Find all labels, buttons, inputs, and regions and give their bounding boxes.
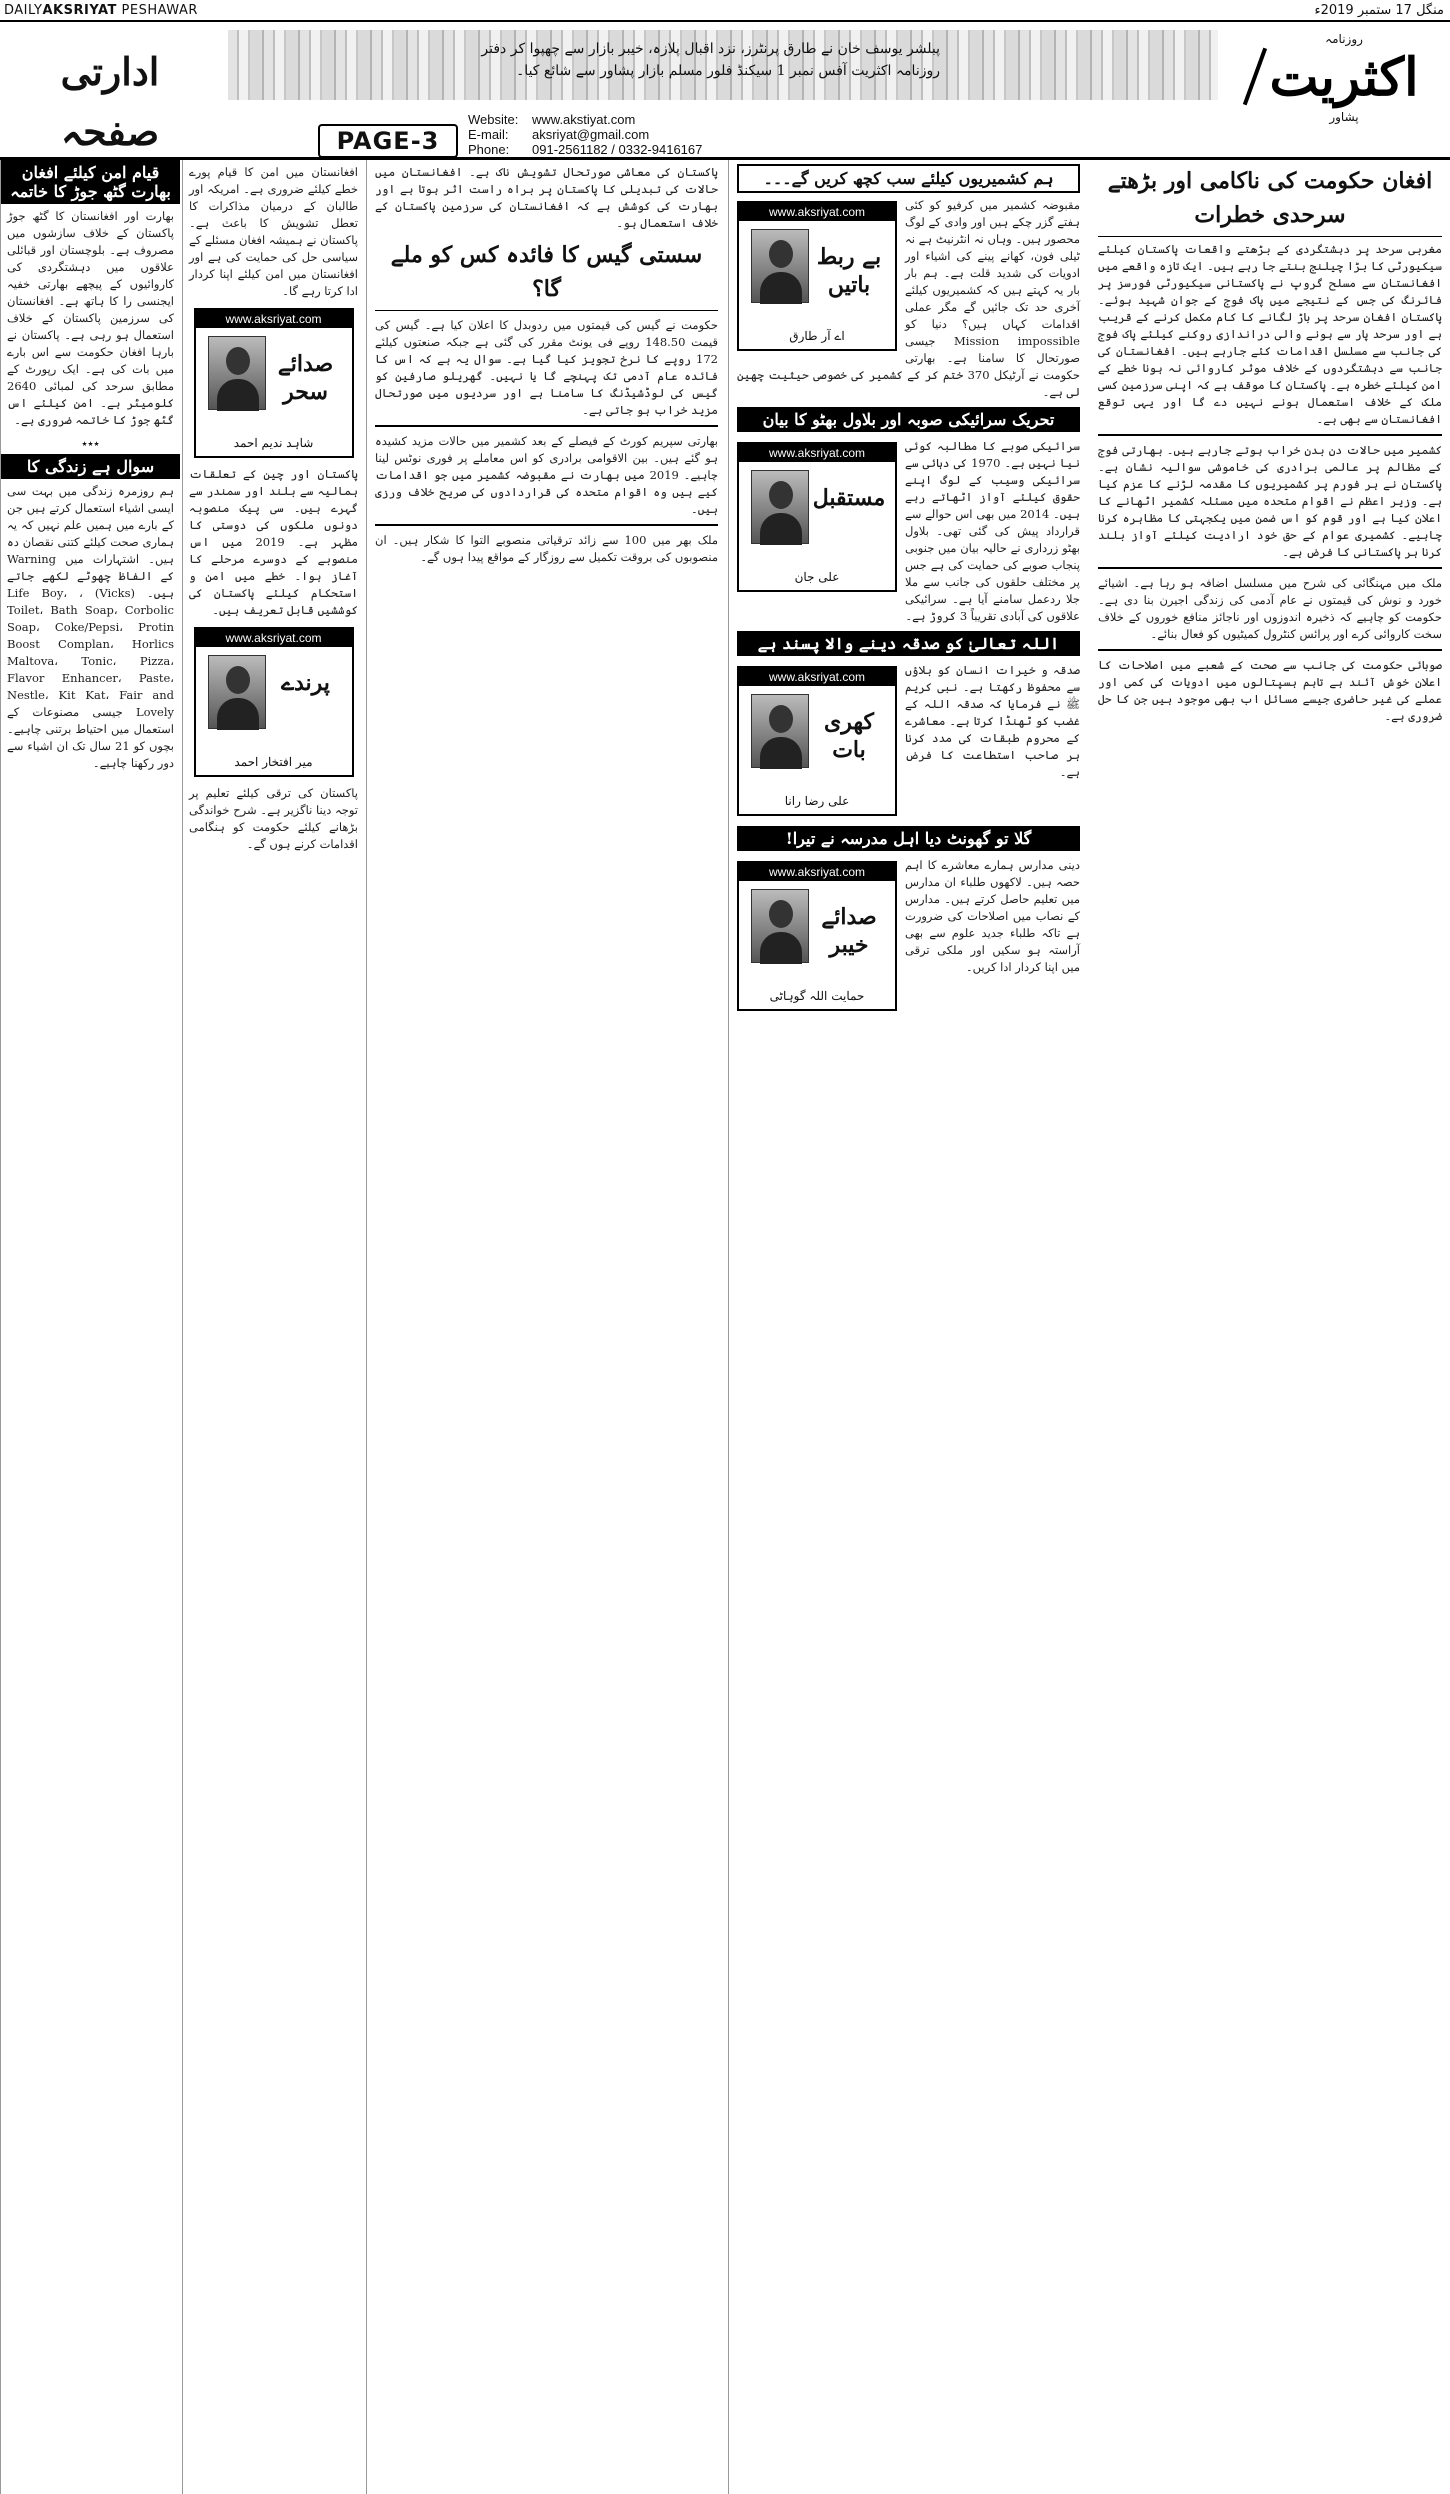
byline-khari-baat	[737, 666, 897, 816]
top-bar	[0, 0, 1450, 22]
newspaper-logo	[1244, 32, 1444, 132]
byline-mustaqbil	[737, 442, 897, 592]
column-2-tagline: ہم کشمیریوں کیلئے سب کچھ کریں گے۔۔۔	[737, 164, 1080, 193]
author-photo	[208, 336, 266, 410]
brand-city: PESHAWAR	[121, 3, 198, 18]
issue-date: منگل 17 ستمبر 2019ء	[1314, 3, 1444, 18]
divider	[1098, 434, 1442, 436]
divider	[375, 425, 718, 427]
byline-site: www.aksriyat.com	[739, 203, 895, 221]
column-1-body-1: مغربی سرحد پر دہشتگردی کے بڑھتے واقعات پاکستان کیلئے سیکیورٹی کا بڑا چیلنج بنتے جا رہے ہیں۔ ایک تازہ واقعے میں افغانستان سے مسلح گروپ نے پاکستانی سیکیورٹی فورسز پر فائرنگ کی جس کے نتیجے میں پاک فوج کے جوان شہید ہوئے۔ پاکستان افغان سرحد پر باڑ لگانے کا کام مکمل کرنے کے قریب ہے اور سرحد پار سے ہونے والی دراندازی روکنے کیلئے پاک فوج کی جانب سے مسلسل اقدامات کئے جارہے ہیں۔ افغانستان کی جانب سے دہشتگردوں کے خلاف موثر کاروائی نہ ہونا خطے کے امن کیلئے خطرہ ہے۔ پاکستان کا موقف ہے کہ اپنی سرزمین کسی ملک کے خلاف استعمال ہونے نہیں دے گا اور یہی توقع افغانستان سے بھی ہے۔	[1098, 242, 1442, 426]
byline-column-name: مستقبل	[812, 485, 886, 511]
byline-sada-e-khyber	[737, 861, 897, 1011]
column-1-headline: افغان حکومت کی ناکامی اور بڑھتے سرحدی خطرات	[1098, 164, 1442, 237]
author-photo	[751, 229, 809, 303]
column-5-headline-1: قیام امن کیلئے افغان بھارت گٹھ جوڑ کا خاتمہ	[1, 160, 180, 204]
author-photo	[751, 470, 809, 544]
column-3	[366, 160, 726, 2494]
column-2-headline-2: تحریک سرائیکی صوبہ اور بلاول بھٹو کا بیان	[737, 407, 1080, 432]
author-photo	[208, 655, 266, 729]
column-1-body-3: ملک میں مہنگائی کی شرح میں مسلسل اضافہ ہو رہا ہے۔ اشیائے خورد و نوش کی قیمتوں نے عام آدمی کی زندگی اجیرن بنا دی ہے۔ حکومت کو چاہیے کہ ذخیرہ اندوزوں اور ناجائز منافع خوروں کے خلاف سخت کاروائی کرے اور پرائس کنٹرول کمیٹیوں کو فعال بنائے۔	[1098, 576, 1442, 641]
byline-site: www.aksriyat.com	[196, 629, 352, 647]
column-3-headline: سستی گیس کا فائدہ کس کو ملے گا؟	[375, 238, 718, 311]
phone-label: Phone:	[468, 142, 510, 157]
byline-column-name: بے ربط باتیں	[816, 244, 882, 298]
column-2-body-3: صدقہ و خیرات انسان کو بلاؤں سے محفوظ رکھتا ہے۔ نبی کریم ﷺ نے فرمایا کہ صدقہ اللہ کے غضب کو ٹھنڈا کرتا ہے۔ معاشرے کے محروم طبقات کی مدد کرنا ہر صاحب استطاعت کا فرض ہے۔	[905, 663, 1080, 779]
address-line: روزنامہ اکثریت آفس نمبر 1 سیکنڈ فلور مسلم بازار پشاور سے شائع کیا۔	[516, 63, 940, 79]
column-2-body-2: سرائیکی صوبے کا مطالبہ کوئی نیا نہیں ہے۔ 1970 کی دہائی سے سرائیکی وسیب کے لوگ اپنے حقوق کیلئے آواز اٹھاتے رہے ہیں۔ 2014 میں بھی اس حوالے سے قرارداد پیش کی گئی تھی۔ بلاول بھٹو زرداری نے حالیہ بیان میں جنوبی پنجاب صوبے کی حمایت کی ہے جس پر مختلف حلقوں کی جانب سے ملا جلا ردعمل سامنے آیا ہے۔ سرائیکی علاقوں کی آبادی تقریباً 3 کروڑ ہے۔	[905, 439, 1081, 623]
byline-be-rabt-batain	[737, 201, 897, 351]
column-3-body-2: حکومت نے گیس کی قیمتوں میں ردوبدل کا اعلان کیا ہے۔ گیس کی قیمت 148.50 روپے فی یونٹ مقرر کی گئی ہے جبکہ صنعتوں کیلئے 172 روپے کا نرخ تجویز کیا گیا ہے۔ سوال یہ ہے کہ اس کا فائدہ عام آدمی تک پہنچے گا یا نہیں۔ گھریلو صارفین کو گیس کی لوڈشیڈنگ کا سامنا ہے اور سردیوں میں صورتحال مزید خراب ہو جاتی ہے۔	[375, 318, 718, 417]
email-label: E-mail:	[468, 127, 509, 142]
byline-site: www.aksriyat.com	[196, 310, 352, 328]
column-2-body-4: دینی مدارس ہمارے معاشرے کا اہم حصہ ہیں۔ لاکھوں طلباء ان مدارس میں تعلیم حاصل کرتے ہیں۔ مدارس کے نصاب میں اصلاحات کی ضرورت ہے تاکہ طلباء جدید علوم سے بھی آراستہ ہو سکیں اور ملکی ترقی میں اپنا کردار ادا کریں۔	[905, 858, 1080, 974]
email-link[interactable]: aksriyat@gmail.com	[532, 127, 650, 142]
column-5-headline-2: سوال ہے زندگی کا	[1, 454, 180, 479]
column-1	[1090, 160, 1450, 2494]
column-5-body-1: بھارت اور افغانستان کا گٹھ جوڑ پاکستان کے خلاف سازشوں میں مصروف ہے۔ بلوچستان اور قبائلی علاقوں میں دہشتگردی کی کاروائیوں کے پیچھے بھارتی خفیہ ایجنسی را کا ہاتھ ہے۔ افغانستان کی سرزمین پاکستان کے خلاف استعمال ہو رہی ہے۔ پاکستان نے بارہا افغان حکومت سے اس بارے میں بات کی ہے۔ ایک رپورٹ کے مطابق سرحد کی لمبائی 2640 کلومیٹر ہے۔ امن کیلئے اس گٹھ جوڑ کا خاتمہ ضروری ہے۔	[7, 209, 174, 427]
column-2-headline-4: گلا تو گھونٹ دیا اہل مدرسہ نے تیرا!	[737, 826, 1080, 851]
phone-number: 091-2561182 / 0332-9416167	[532, 142, 703, 157]
byline-column-name: صدائے خیبر	[821, 904, 877, 958]
column-4	[182, 160, 364, 2494]
column-5	[0, 160, 180, 2494]
column-3-body-1: پاکستان کی معاشی صورتحال تشویش ناک ہے۔ افغانستان میں حالات کی تبدیلی کا پاکستان پر براہ راست اثر ہوتا ہے اور بھارت کی کوشش ہے کہ افغانستان کی سرزمین پاکستان کے خلاف استعمال ہو۔	[375, 165, 718, 230]
column-1-body-2: کشمیر میں حالات دن بدن خراب ہوتے جارہے ہیں۔ بھارتی فوج کے مظالم پر عالمی برادری کی خاموشی سوالیہ نشان ہے۔ پاکستان نے ہر فورم پر کشمیریوں کا مقدمہ لڑنے کا عزم کیا ہے۔ وزیر اعظم نے اقوام متحدہ میں مسئلہ کشمیر اٹھانے کا اعلان کیا ہے اور قوم کو اس ضمن میں یکجہتی کا مظاہرہ کرنا چاہیے۔ کشمیری عوام کے حق خود ارادیت کیلئے آواز بلند کرنا ہر پاکستانی کا فرض ہے۔	[1098, 443, 1442, 559]
divider	[1098, 567, 1442, 569]
column-4-body-1: افغانستان میں امن کا قیام پورے خطے کیلئے ضروری ہے۔ امریکہ اور طالبان کے درمیان مذاکرات کا تعطل تشویش کا باعث ہے۔ پاکستان نے ہمیشہ افغان مسئلے کے سیاسی حل کی حمایت کی ہے اور افغانستان میں امن کیلئے اپنا کردار ادا کرتا رہے گا۔	[189, 165, 358, 298]
byline-column-name: صدائے سحر	[277, 351, 334, 405]
byline-site: www.aksriyat.com	[739, 668, 895, 686]
author-photo	[751, 694, 809, 768]
brand-name: AKSRIYAT	[42, 3, 117, 18]
website-label: Website:	[468, 112, 519, 127]
end-stars: ٭٭٭	[81, 437, 100, 450]
byline-author: حمایت اللہ گوہاٹی	[769, 989, 865, 1003]
byline-author: میر افتخار احمد	[234, 755, 313, 769]
byline-author: علی رضا رانا	[784, 794, 850, 808]
column-4-body-2: پاکستان اور چین کے تعلقات ہمالیہ سے بلند اور سمندر سے گہرے ہیں۔ سی پیک منصوبہ دونوں ملکوں کی دوستی کا مظہر ہے۔ 2019 میں اس منصوبے کے دوسرے مرحلے کا آغاز ہوا۔ خطے میں امن و استحکام کیلئے پاکستان کی کوششیں قابل تعریف ہیں۔	[189, 467, 358, 617]
section-title: ادارتی صفحہ	[60, 49, 160, 154]
logo-daily-label: روزنامہ	[1325, 32, 1363, 46]
byline-author: شاہد ندیم احمد	[233, 436, 314, 450]
column-3-body-3: بھارتی سپریم کورٹ کے فیصلے کے بعد کشمیر میں حالات مزید کشیدہ ہو گئے ہیں۔ بین الاقوامی برادری کو اس معاملے پر فوری نوٹس لینا چاہیے۔ 2019 میں بھارت نے مقبوضہ کشمیر میں جو اقدامات کیے ہیں وہ اقوام متحدہ کی قراردادوں کی صریح خلاف ورزی ہیں۔	[375, 434, 718, 516]
column-1-body-4: صوبائی حکومت کی جانب سے صحت کے شعبے میں اصلاحات کا اعلان خوش آئند ہے تاہم ہسپتالوں میں ادویات کی کمی اور عملے کی غیر حاضری جیسے مسائل اب بھی موجود ہیں جن کا حل ضروری ہے۔	[1098, 658, 1442, 723]
byline-author: علی جان	[794, 570, 840, 584]
byline-site: www.aksriyat.com	[739, 863, 895, 881]
byline-sada-e-sahar	[194, 308, 354, 458]
brand-line	[4, 3, 198, 18]
website-link[interactable]: www.akstiyat.com	[532, 112, 636, 127]
brand-prefix: DAILY	[4, 3, 43, 18]
publisher-line: پبلشر یوسف خان نے طارق پرنٹرز، نزد اقبال پلازہ، خیبر بازار سے چھپوا کر دفتر	[481, 41, 940, 57]
byline-author: اے آر طارق	[789, 329, 845, 343]
contact-info	[468, 112, 702, 157]
author-photo	[751, 889, 809, 963]
column-2-headline-3: اللہ تعالیٰ کو صدقہ دینے والا پسند ہے	[737, 631, 1080, 656]
byline-column-name: کھری بات	[824, 709, 874, 763]
divider	[375, 524, 718, 526]
byline-column-name: پرندے	[281, 670, 330, 696]
page-number-tab: PAGE-3	[318, 124, 458, 158]
publisher-info	[260, 38, 940, 82]
byline-site: www.aksriyat.com	[739, 444, 895, 462]
logo-text: اکثریت	[1269, 47, 1419, 108]
column-5-body-2: ہم روزمرہ زندگی میں بہت سی ایسی اشیاء استعمال کرتے ہیں جن کے بارے میں ہمیں علم نہیں کہ یہ ہماری صحت کیلئے کتنی نقصان دہ ہیں۔ اشتہارات میں Warning کے الفاظ چھوٹے لکھے جاتے ہیں۔ (Vicks) ، Life Boy، Toilet، Bath Soap، Corbolic Soap، Coke/Pepsi، Protin Boost Complan، Horlics Maltova، Tonic، Pizza، Flavor Enhancer، Paste، Nestle، Kit Kat، Fair and Lovely جیسی مصنوعات کے استعمال میں احتیاط برتنی چاہیے۔ بچوں کو 21 سال تک ان اشیاء سے دور رکھنا چاہیے۔	[7, 484, 174, 770]
divider	[1098, 649, 1442, 651]
column-2	[728, 160, 1088, 2494]
column-2-body-1: مقبوضہ کشمیر میں کرفیو کو کئی ہفتے گزر چکے ہیں اور وادی کے لوگ محصور ہیں۔ وہاں نہ انٹرنیٹ ہے نہ ٹیلی فون، کھانے پینے کی اشیاء اور ادویات کی شدید قلت ہے۔ ہم بار بار یہ کہتے ہیں کہ کشمیریوں کیلئے آخری حد تک جائیں گے مگر عملی اقدامات کہاں ہیں؟ دنیا کو Mission impossible جیسی صورتحال کا سامنا ہے۔ بھارتی حکومت نے آرٹیکل 370 ختم کر کے کشمیر کی خصوصی حیثیت چھین لی ہے۔	[737, 198, 1080, 399]
byline-parinday	[194, 627, 354, 777]
column-3-body-4: ملک بھر میں 100 سے زائد ترقیاتی منصوبے التوا کا شکار ہیں۔ ان منصوبوں کی بروقت تکمیل سے روزگار کے مواقع پیدا ہوں گے۔	[375, 533, 718, 564]
logo-sub: پشاور	[1329, 110, 1359, 124]
column-4-body-3: پاکستان کی ترقی کیلئے تعلیم پر توجہ دینا ناگزیر ہے۔ شرح خواندگی بڑھانے کیلئے حکومت کو ہنگامی اقدامات کرنے ہوں گے۔	[189, 786, 358, 851]
